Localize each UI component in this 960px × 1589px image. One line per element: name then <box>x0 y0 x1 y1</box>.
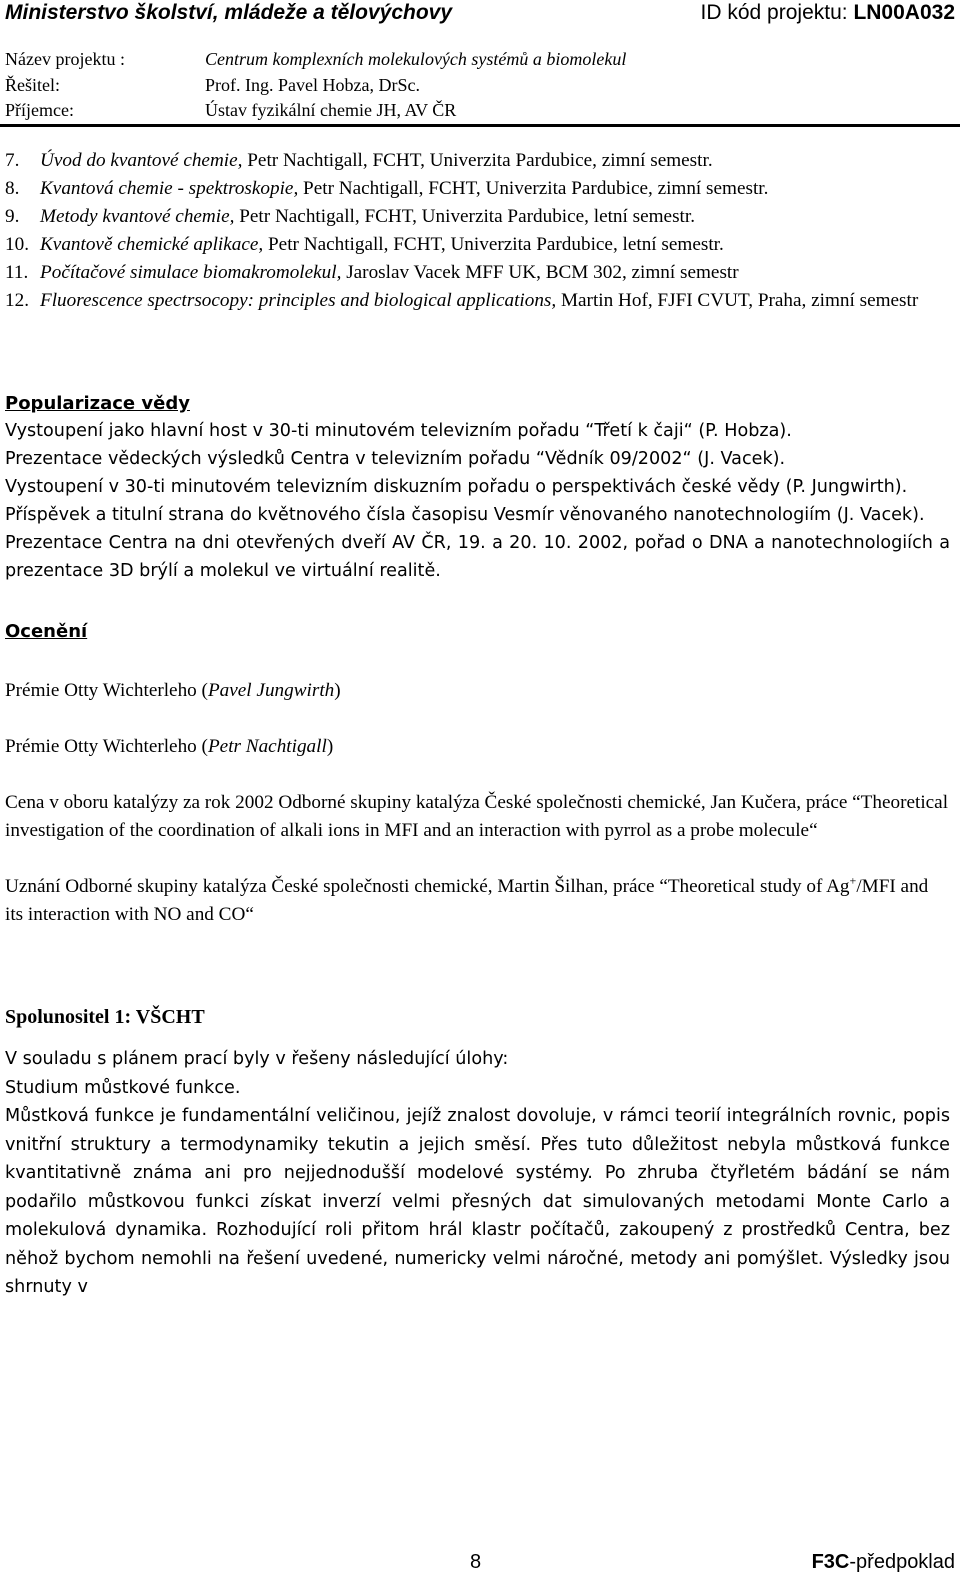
course-number: 8. <box>5 178 20 199</box>
course-item <box>5 203 950 231</box>
award-item <box>5 733 950 761</box>
popularizace-item: Vystoupení v 30-ti minutovém televizním diskuzním pořadu o perspektivách české vědy (P. Jungwirth). <box>5 477 908 497</box>
project-id-label: ID kód projektu: <box>700 1 854 24</box>
course-title: Fluorescence spectrsocopy: principles and biological applications, <box>40 290 557 311</box>
award-person: Pavel Jungwirth <box>207 680 335 701</box>
course-number: 7. <box>5 150 20 171</box>
award-text: ) <box>334 680 341 701</box>
popularizace-item: Příspěvek a titulní strana do květnového čísla časopisu Vesmír věnovaného nanotechnologiím (J. Vacek). <box>5 505 925 525</box>
course-details: Petr Nachtigall, FCHT, Univerzita Pardubice, zimní semestr. <box>298 178 769 199</box>
course-item <box>5 175 950 203</box>
course-number: 12. <box>5 290 29 311</box>
ministry-name: Ministerstvo školství, mládeže a tělovýchovy <box>5 1 453 24</box>
course-item <box>5 231 950 259</box>
course-details: Jaroslav Vacek MFF UK, BCM 302, zimní semestr <box>341 262 739 283</box>
course-number: 10. <box>5 234 29 255</box>
section-heading-popularizace: Popularizace vědy <box>5 393 190 414</box>
award-superscript: + <box>849 873 857 888</box>
header-top-line <box>5 0 955 26</box>
course-details: Martin Hof, FJFI CVUT, Praha, zimní semestr <box>556 290 919 311</box>
course-details: Petr Nachtigall, FCHT, Univerzita Pardubice, letní semestr. <box>234 206 696 227</box>
course-details: Petr Nachtigall, FCHT, Univerzita Pardubice, zimní semestr. <box>242 150 713 171</box>
popularizace-item: Prezentace Centra na dni otevřených dveří AV ČR, 19. a 20. 10. 2002, pořad o DNA a nanotechnologiích a prezentace 3D brýlí a molekul ve virtuální realitě. <box>5 533 950 581</box>
course-details: Petr Nachtigall, FCHT, Univerzita Pardubice, letní semestr. <box>263 234 724 255</box>
header-key: Název projektu : <box>5 49 125 69</box>
header-value: Prof. Ing. Pavel Hobza, DrSc. <box>205 75 420 95</box>
award-text: ) <box>326 736 334 757</box>
award-item: Cena v oboru katalýzy za rok 2002 Odborné skupiny katalýza České společnosti chemické, Jan Kučera, práce “Theoretical investigation of the coordination of alkali ions in MFI and an interaction with pyrrol as a probe molecule“ <box>5 792 949 841</box>
spolunositel-paragraph: Můstková funkce je fundamentální veličinou, jejíž znalost dovoluje, v rámci teorií integrálních rovnic, popis vnitřní struktury a termodynamiky tekutin a jejich směsí. Přes tuto důležitost nebyla můstková funkce kvantitativně známa ani pro nejjednodušší modelové systémy. Po zhruba čtyřletém bádání se nám podařilo můstkovou funkci získat inverzí velmi přesných dat simulovaných metodami Monte Carlo a molekulová dynamika. Rozhodující roli přitom hrál klastr počítačů, zakoupený z prostředků Centra, bez něhož bychom nemohli na řešení uvedené, numericky velmi náročné, metody ani pomýšlet. Výsledky jsou shrnuty v <box>5 1106 950 1297</box>
footer-label-bold: F3C <box>811 1551 850 1573</box>
course-title: Úvod do kvantové chemie, <box>40 150 243 171</box>
course-item <box>5 259 950 287</box>
award-text: /MFI and its interaction with NO and CO“ <box>5 876 929 925</box>
award-text: Prémie Otty Wichterleho ( <box>5 680 208 701</box>
popularizace-list <box>5 417 950 585</box>
popularizace-item: Prezentace vědeckých výsledků Centra v televizním pořadu “Vědník 09/2002“ (J. Vacek). <box>5 449 786 469</box>
footer-label-rest: -předpoklad <box>849 1551 955 1573</box>
award-item <box>5 677 950 705</box>
course-title: Metody kvantové chemie, <box>40 206 235 227</box>
header-divider <box>0 124 960 127</box>
page-body <box>5 135 950 1302</box>
header-value: Centrum komplexních molekulových systémů a biomolekul <box>205 49 627 69</box>
course-item <box>5 287 950 315</box>
course-number: 9. <box>5 206 20 227</box>
spolunositel-content <box>5 1045 950 1302</box>
spolunositel-intro-text: V souladu s plánem prací byly v řešeny následující úlohy <box>5 1049 503 1069</box>
course-title: Kvantově chemické aplikace, <box>40 234 264 255</box>
footer-section-label <box>812 1551 955 1574</box>
header-value: Ústav fyzikální chemie JH, AV ČR <box>205 100 457 120</box>
spolunositel-task: Studium můstkové funkce. <box>5 1077 241 1098</box>
award-item <box>5 873 950 929</box>
course-number: 11. <box>5 262 29 283</box>
project-id-value: LN00A032 <box>853 1 955 24</box>
project-id <box>701 0 955 26</box>
course-list <box>5 147 950 315</box>
course-item <box>5 147 950 175</box>
page-number: 8 <box>470 1551 482 1573</box>
spolunositel-intro <box>5 1045 950 1074</box>
header-key: Řešitel: <box>5 75 60 95</box>
page-header <box>0 0 960 124</box>
header-key: Příjemce: <box>5 100 74 120</box>
popularizace-item: Vystoupení jako hlavní host v 30-ti minutovém televizním pořadu “Třetí k čaji“ (P. Hobza). <box>5 421 792 441</box>
section-heading-oceneni: Ocenění <box>5 621 88 642</box>
course-title: Kvantová chemie - spektroskopie, <box>40 178 299 199</box>
award-text: Uznání Odborné skupiny katalýza České společnosti chemické, Martin Šilhan, práce “Theoretical study of Ag <box>5 876 850 897</box>
page-footer <box>0 1547 960 1583</box>
spolunositel-intro-colon: : <box>502 1049 509 1069</box>
award-text: Prémie Otty Wichterleho ( <box>5 736 208 757</box>
award-person: Petr Nachtigall <box>207 736 327 757</box>
section-heading-spolunositel: Spolunositel 1: VŠCHT <box>5 1006 205 1028</box>
course-title: Počítačové simulace biomakromolekul, <box>40 262 342 283</box>
